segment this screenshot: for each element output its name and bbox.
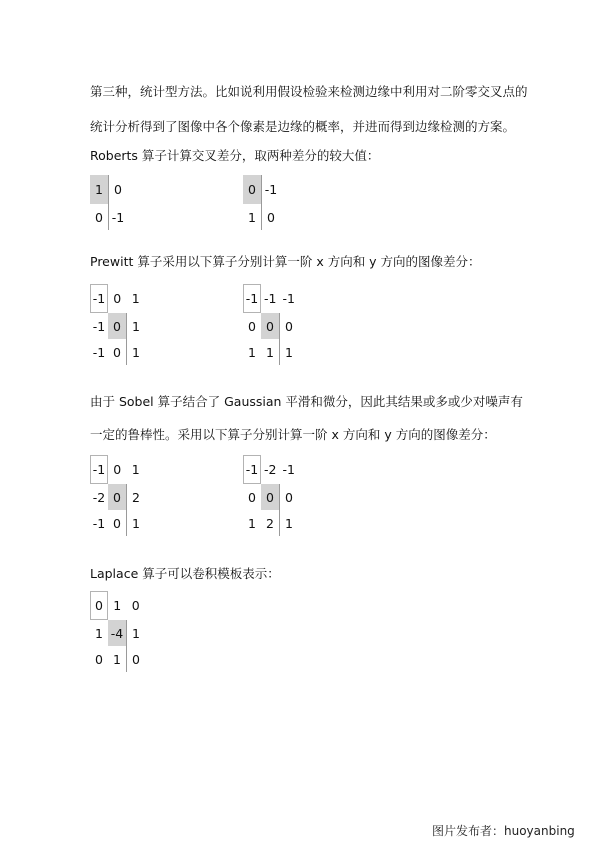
- kernel-cell: 1: [113, 598, 122, 613]
- kernel-cell: 2: [127, 484, 146, 510]
- kernel-cell: 0: [113, 462, 122, 477]
- kernel-cell: -1: [109, 204, 128, 230]
- roberts-y-kernel: [243, 175, 280, 230]
- kernel-cell: 0: [280, 484, 299, 510]
- kernel-cell: -1: [92, 344, 106, 360]
- kernel-cell: 1: [248, 209, 256, 225]
- kernel-cell: 1: [127, 339, 146, 365]
- kernel-cell: 0: [113, 515, 121, 531]
- paragraph-sobel-intro-line2: 一定的鲁棒性。采用以下算子分别计算一阶 x 方向和 y 方向的图像差分：: [90, 427, 496, 442]
- kernel-cell: 1: [131, 462, 140, 477]
- kernel-cell: -2: [92, 489, 106, 505]
- prewitt-x-kernel: [90, 284, 145, 365]
- kernel-cell: 1: [127, 510, 146, 536]
- kernel-cell: -1: [282, 291, 295, 306]
- kernel-cell: 1: [280, 339, 299, 365]
- kernel-cell: -1: [264, 291, 277, 306]
- kernel-cell: -1: [282, 462, 295, 477]
- kernel-cell: 1: [248, 344, 256, 360]
- kernel-cell: 1: [280, 510, 299, 536]
- kernel-cell: 0: [113, 344, 121, 360]
- kernel-cell: 0: [108, 313, 127, 339]
- kernel-cell: -1: [90, 284, 108, 313]
- kernel-cell: 1: [127, 620, 146, 646]
- kernel-cell: 1: [248, 515, 256, 531]
- kernel-cell: 0: [248, 318, 256, 334]
- kernel-cell: 0: [243, 175, 262, 204]
- kernel-cell: 1: [266, 344, 274, 360]
- kernel-cell: -1: [262, 175, 281, 204]
- kernel-cell: 0: [261, 484, 280, 510]
- kernel-cell: 0: [262, 204, 281, 230]
- kernel-cell: -1: [92, 515, 106, 531]
- kernel-cell: -1: [243, 455, 261, 484]
- paragraph-laplace-intro: Laplace 算子可以卷积模板表示：: [90, 566, 280, 581]
- kernel-cell: -4: [108, 620, 127, 646]
- kernel-cell: 0: [127, 646, 146, 672]
- paragraph-statistical-method-line1: 第三种，统计型方法。比如说利用假设检验来检测边缘中利用对二阶零交叉点的: [90, 84, 528, 99]
- paragraph-statistical-method-line2: 统计分析得到了图像中各个像素是边缘的概率，并进而得到边缘检测的方案。: [90, 119, 516, 134]
- kernel-cell: -1: [92, 318, 106, 334]
- roberts-x-kernel: [90, 175, 127, 230]
- kernel-cell: 1: [90, 175, 109, 204]
- kernel-cell: 0: [248, 489, 256, 505]
- kernel-cell: 0: [280, 313, 299, 339]
- kernel-cell: 1: [113, 651, 121, 667]
- kernel-cell: -1: [243, 284, 261, 313]
- kernel-cell: -1: [90, 455, 108, 484]
- paragraph-sobel-intro-line1: 由于 Sobel 算子结合了 Gaussian 平滑和微分，因此其结果或多或少对噪声有: [90, 394, 523, 409]
- kernel-cell: 1: [127, 313, 146, 339]
- kernel-cell: 0: [109, 175, 128, 204]
- kernel-cell: 0: [113, 291, 122, 306]
- paragraph-prewitt-intro: Prewitt 算子采用以下算子分别计算一阶 x 方向和 y 方向的图像差分：: [90, 254, 481, 269]
- laplace-kernel: [90, 591, 145, 672]
- publisher-credit: 图片发布者：huoyanbing: [432, 824, 575, 838]
- sobel-y-kernel: [243, 455, 298, 536]
- kernel-cell: 0: [261, 313, 280, 339]
- kernel-cell: 0: [131, 598, 140, 613]
- kernel-cell: 2: [266, 515, 274, 531]
- kernel-cell: 1: [131, 291, 140, 306]
- paragraph-roberts-intro: Roberts 算子计算交叉差分，取两种差分的较大值：: [90, 148, 380, 163]
- kernel-cell: 1: [95, 625, 103, 641]
- prewitt-y-kernel: [243, 284, 298, 365]
- kernel-cell: -2: [264, 462, 277, 477]
- sobel-x-kernel: [90, 455, 145, 536]
- kernel-cell: 0: [95, 209, 103, 225]
- kernel-cell: 0: [108, 484, 127, 510]
- kernel-cell: 0: [95, 651, 103, 667]
- kernel-cell: 0: [90, 591, 108, 620]
